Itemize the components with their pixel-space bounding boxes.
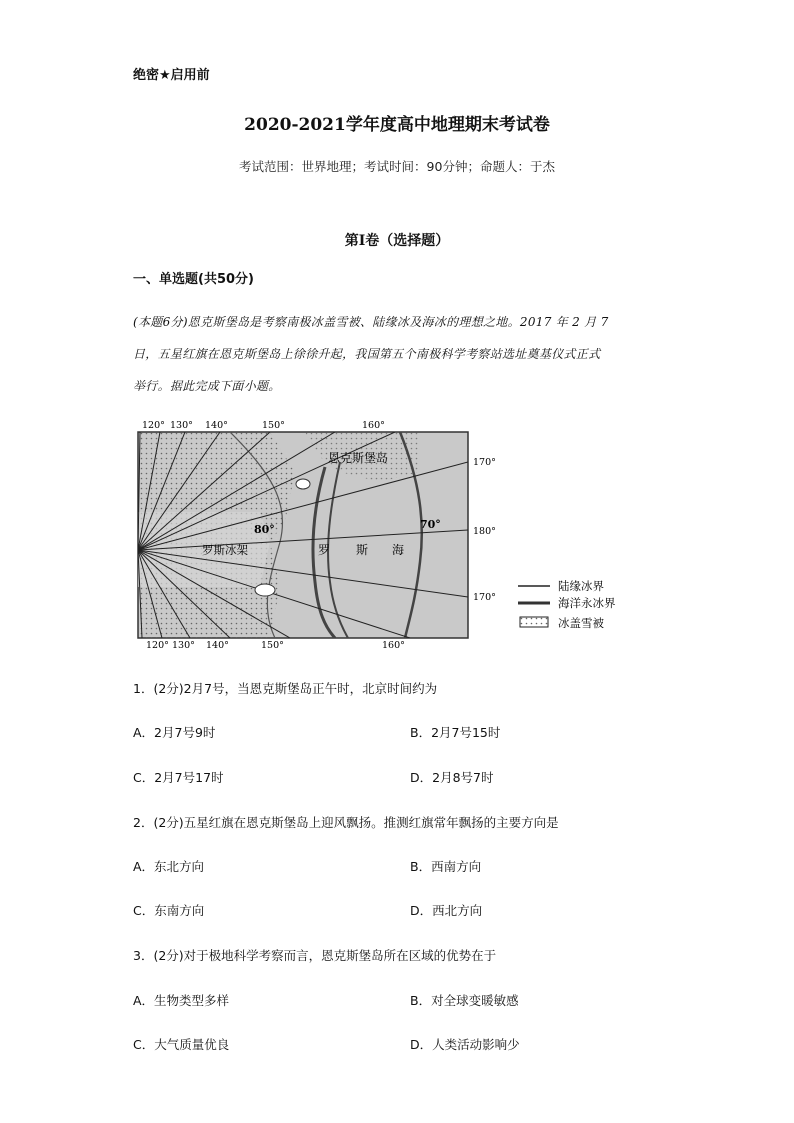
legend-ice-cover-swatch bbox=[520, 617, 548, 627]
question-1-option-a: A．2月7号9时 bbox=[133, 725, 216, 740]
question-2-option-d: D．西北方向 bbox=[410, 903, 483, 918]
island-label: 恩克斯堡岛 bbox=[328, 451, 389, 465]
question-1-option-c: C．2月7号17时 bbox=[133, 770, 224, 785]
right-label-170-bottom: 170° bbox=[473, 592, 496, 603]
bottom-label-120: 120° bbox=[146, 640, 169, 651]
sea-label-3: 海 bbox=[392, 543, 405, 557]
intro-line-2: 日，五星红旗在恩克斯堡岛上徐徐升起，我国第五个南极科学考察站选址奠基仪式正式 bbox=[133, 347, 601, 361]
latitude-80-label: 80° bbox=[254, 523, 275, 536]
intro-line-3: 举行。据此完成下面小题。 bbox=[133, 379, 281, 393]
legend-land-ice-label: 陆缘冰界 bbox=[558, 579, 604, 593]
top-label-140: 140° bbox=[205, 420, 228, 431]
exam-info: 考试范围：世界地理；考试时间：90分钟；命题人：于杰 bbox=[239, 159, 555, 174]
legend-ice-cover-label: 冰盖雪被 bbox=[558, 616, 604, 630]
question-2-option-a: A．东北方向 bbox=[133, 859, 205, 874]
question-3-option-b: B．对全球变暖敏感 bbox=[410, 993, 519, 1008]
top-label-150: 150° bbox=[262, 420, 285, 431]
right-label-170-top: 170° bbox=[473, 457, 496, 468]
bottom-label-130: 130° bbox=[172, 640, 195, 651]
confidential-mark: 绝密★启用前 bbox=[133, 68, 210, 83]
question-3-option-c: C．大气质量优良 bbox=[133, 1037, 230, 1052]
question-3-stem: 3．(2分)对于极地科学考察而言，恩克斯堡岛所在区域的优势在于 bbox=[133, 948, 497, 963]
question-3-option-d: D．人类活动影响少 bbox=[410, 1037, 520, 1052]
question-2-option-b: B．西南方向 bbox=[410, 859, 482, 874]
ice-shelf-label: 罗斯冰架 bbox=[202, 543, 248, 557]
bottom-label-140: 140° bbox=[206, 640, 229, 651]
top-label-160: 160° bbox=[362, 420, 385, 431]
question-intro bbox=[133, 306, 673, 402]
antarctic-map-figure bbox=[120, 412, 650, 652]
question-3-option-a: A．生物类型多样 bbox=[133, 993, 230, 1008]
section-title: 一、单选题(共50分) bbox=[133, 272, 254, 287]
top-label-130: 130° bbox=[170, 420, 193, 431]
sea-label-2: 斯 bbox=[356, 543, 369, 557]
map-svg bbox=[120, 412, 650, 652]
latitude-70-label: 70° bbox=[420, 518, 441, 531]
right-label-180: 180° bbox=[473, 526, 496, 537]
part-title: 第I卷（选择题） bbox=[344, 233, 450, 249]
map-legend bbox=[518, 579, 616, 630]
intro-line-1: (本题6分)恩克斯堡岛是考察南极冰盖雪被、陆缘冰及海冰的理想之地。2017 年 2 月 7 bbox=[133, 315, 609, 329]
question-1-stem: 1．(2分)2月7号，当恩克斯堡岛正午时，北京时间约为 bbox=[133, 681, 438, 696]
island-shape bbox=[296, 479, 310, 489]
question-2-stem: 2．(2分)五星红旗在恩克斯堡岛上迎风飘扬。推测红旗常年飘扬的主要方向是 bbox=[133, 815, 559, 830]
legend-sea-ice-label: 海洋永冰界 bbox=[558, 596, 616, 610]
exam-title: 2020-2021学年度高中地理期末考试卷 bbox=[244, 115, 550, 135]
bottom-label-160: 160° bbox=[382, 640, 405, 651]
sea-label-1: 罗 bbox=[318, 543, 331, 557]
bottom-label-150: 150° bbox=[261, 640, 284, 651]
question-2-option-c: C．东南方向 bbox=[133, 903, 205, 918]
question-1-option-b: B．2月7号15时 bbox=[410, 725, 501, 740]
top-label-120: 120° bbox=[142, 420, 165, 431]
question-1-option-d: D．2月8号7时 bbox=[410, 770, 494, 785]
